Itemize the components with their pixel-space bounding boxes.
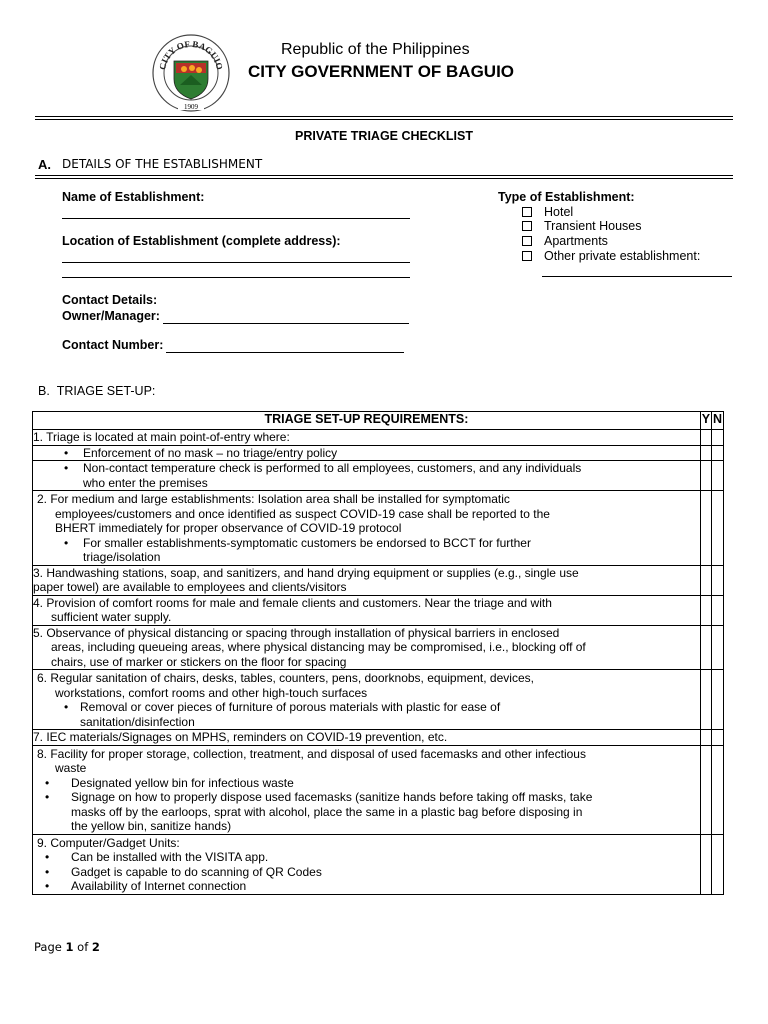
section-a-divider <box>35 175 733 176</box>
requirements-header: TRIAGE SET-UP REQUIREMENTS: <box>33 412 701 430</box>
table-row <box>33 445 724 461</box>
checkbox-icon[interactable] <box>522 236 532 246</box>
requirement-bullet: • For smaller establishments-symptomatic customers be endorsed to BCCT for further triage/isolation <box>33 536 700 565</box>
location-field-line-2[interactable] <box>62 277 410 278</box>
city-government-heading: CITY GOVERNMENT OF BAGUIO <box>248 62 515 81</box>
no-cell[interactable] <box>712 491 724 566</box>
table-row <box>33 430 724 446</box>
yes-cell[interactable] <box>700 730 711 746</box>
checkbox-icon[interactable] <box>522 221 532 231</box>
triage-requirements-table <box>32 411 724 895</box>
type-option-hotel[interactable]: Hotel <box>522 205 573 219</box>
no-cell[interactable] <box>712 625 724 670</box>
no-cell[interactable] <box>712 430 724 446</box>
requirement-text: 4. Provision of comfort rooms for male and female clients and customers. Near the triage and with sufficient water supply. <box>33 595 701 625</box>
requirement-bullet: • Enforcement of no mask – no triage/entry policy <box>33 446 700 461</box>
location-label: Location of Establishment (complete address): <box>62 234 341 248</box>
page-number: Page 1 of 2 <box>34 940 100 954</box>
requirement-text: 8. Facility for proper storage, collection, treatment, and disposal of used facemasks and other infectious waste <box>37 746 586 775</box>
yes-cell[interactable] <box>700 430 711 446</box>
table-row <box>33 670 724 730</box>
location-field-line-1[interactable] <box>62 262 410 263</box>
svg-text:CITY OF BAGUIO: CITY OF BAGUIO <box>157 38 225 71</box>
contact-details-label: Contact Details: <box>62 293 158 307</box>
table-row <box>33 625 724 670</box>
type-option-transient-houses[interactable]: Transient Houses <box>522 219 642 233</box>
no-cell[interactable] <box>712 445 724 461</box>
table-row <box>33 595 724 625</box>
requirement-text: 3. Handwashing stations, soap, and sanitizers, and hand drying equipment or supplies (e.g., single use paper towel) are available to employees and clients/visitors <box>33 565 701 595</box>
yes-cell[interactable] <box>700 461 711 491</box>
yes-cell[interactable] <box>700 745 711 834</box>
no-header: N <box>712 412 724 430</box>
yes-cell[interactable] <box>700 670 711 730</box>
no-cell[interactable] <box>712 834 724 894</box>
name-of-establishment-field[interactable] <box>62 218 410 219</box>
requirement-bullet: • Non-contact temperature check is performed to all employees, customers, and any individuals who enter the premises <box>33 461 700 490</box>
document-title: PRIVATE TRIAGE CHECKLIST <box>294 129 473 143</box>
table-row <box>33 565 724 595</box>
requirement-text: 7. IEC materials/Signages on MPHS, reminders on COVID-19 prevention, etc. <box>33 730 701 746</box>
requirement-bullet: • Signage on how to properly dispose used facemasks (sanitize hands before taking off masks, take masks off by the earloops, sprat with alcohol, place the same in a plastic bag before disposing in the yellow bin, sanitize hands) <box>33 790 700 834</box>
no-cell[interactable] <box>712 670 724 730</box>
section-b-heading: B. TRIAGE SET-UP: <box>38 384 156 398</box>
name-of-establishment-label: Name of Establishment: <box>62 190 205 204</box>
type-option-other[interactable]: Other private establishment: <box>522 249 700 263</box>
section-a-title: DETAILS OF THE ESTABLISHMENT <box>62 157 263 171</box>
owner-manager-label: Owner/Manager: <box>62 309 160 323</box>
no-cell[interactable] <box>712 565 724 595</box>
contact-number-field[interactable] <box>166 352 404 353</box>
yes-cell[interactable] <box>700 595 711 625</box>
requirement-bullet: • Designated yellow bin for infectious waste <box>33 776 700 791</box>
svg-text:1909: 1909 <box>184 103 198 111</box>
requirement-bullet: • Availability of Internet connection <box>33 879 700 894</box>
table-row <box>33 730 724 746</box>
checkbox-icon[interactable] <box>522 251 532 261</box>
no-cell[interactable] <box>712 461 724 491</box>
section-a-letter: A. <box>38 157 51 172</box>
owner-manager-field[interactable] <box>163 323 409 324</box>
requirement-text: 5. Observance of physical distancing or spacing through installation of physical barriers in enclosed areas, including queueing areas, where physical distancing may be compromised, i.e., blocking off of chairs, use of marker or stickers on the floor for spacing <box>33 625 701 670</box>
no-cell[interactable] <box>712 730 724 746</box>
table-row <box>33 491 724 566</box>
requirement-text: 6. Regular sanitation of chairs, desks, tables, counters, pens, doorknobs, equipment, devices, workstations, comfort rooms and other high-touch surfaces <box>37 671 534 700</box>
requirement-text: 9. Computer/Gadget Units: <box>37 835 180 850</box>
yes-cell[interactable] <box>700 565 711 595</box>
yes-cell[interactable] <box>700 491 711 566</box>
yes-header: Y <box>700 412 711 430</box>
requirement-text: 1. Triage is located at main point-of-entry where: <box>33 430 701 446</box>
yes-cell[interactable] <box>700 834 711 894</box>
contact-number-label: Contact Number: <box>62 338 164 352</box>
table-row <box>33 461 724 491</box>
table-header-row <box>33 412 724 430</box>
other-establishment-field[interactable] <box>542 276 732 277</box>
requirement-text: 2. For medium and large establishments: Isolation area shall be installed for symptomatic employees/customers and once identified as suspect COVID-19 case shall be reported to the BHERT immediately for proper observance of COVID-19 protocol <box>37 492 550 535</box>
requirement-bullet: • Gadget is capable to do scanning of QR Codes <box>33 865 700 880</box>
checkbox-icon[interactable] <box>522 207 532 217</box>
type-option-apartments[interactable]: Apartments <box>522 234 608 248</box>
city-seal-logo <box>152 33 230 113</box>
section-a-divider-2 <box>35 178 733 179</box>
requirement-bullet: • Removal or cover pieces of furniture of porous materials with plastic for ease of sanitation/disinfection <box>33 700 700 729</box>
type-of-establishment-label: Type of Establishment: <box>498 190 635 204</box>
yes-cell[interactable] <box>700 445 711 461</box>
table-row <box>33 745 724 834</box>
no-cell[interactable] <box>712 745 724 834</box>
requirement-bullet: • Can be installed with the VISITA app. <box>33 850 700 865</box>
table-row <box>33 834 724 894</box>
header-divider-2 <box>35 119 733 120</box>
republic-heading: Republic of the Philippines <box>281 41 470 58</box>
yes-cell[interactable] <box>700 625 711 670</box>
header-divider <box>35 116 733 117</box>
no-cell[interactable] <box>712 595 724 625</box>
